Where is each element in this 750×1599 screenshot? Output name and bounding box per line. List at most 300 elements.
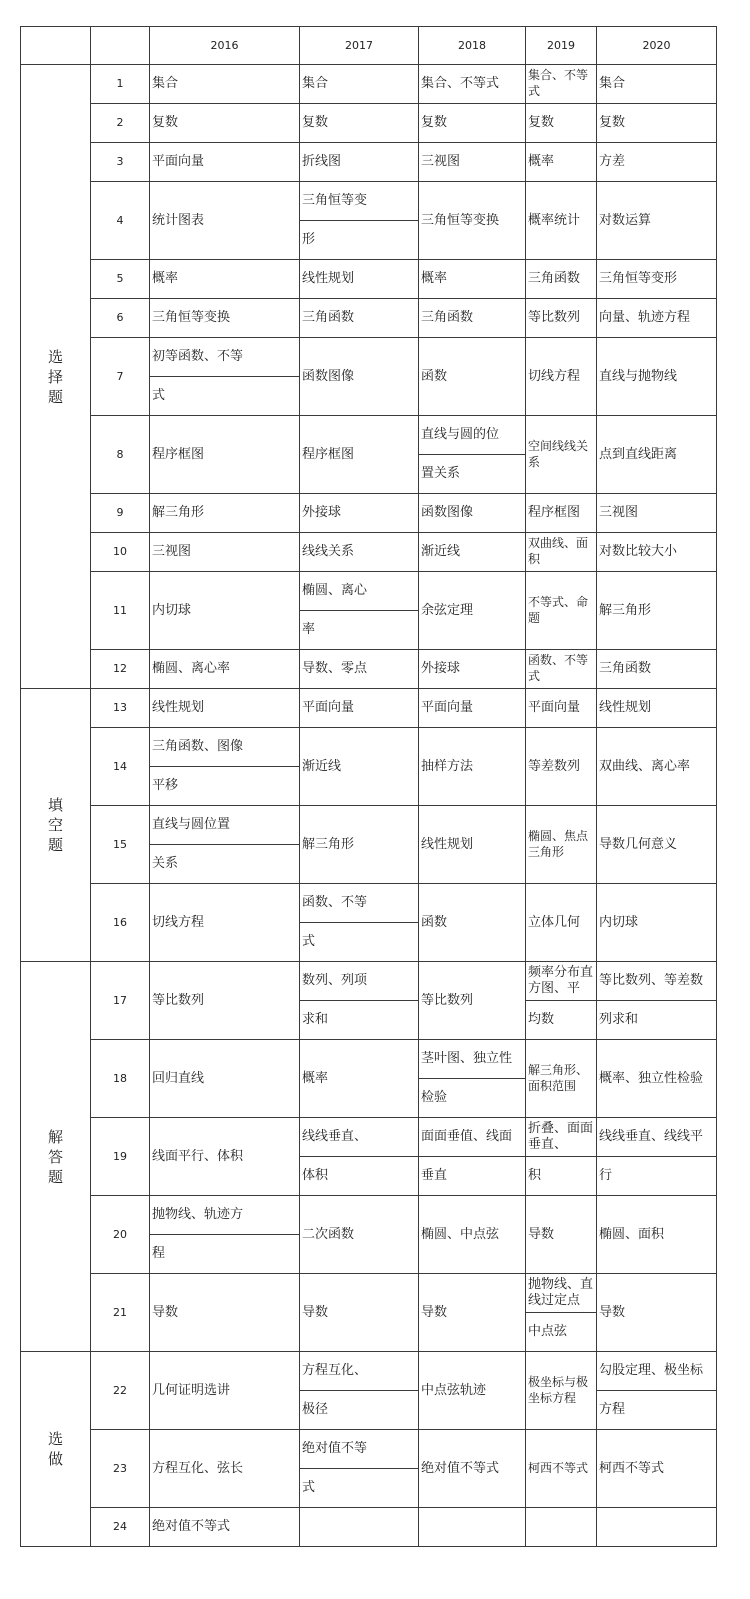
question-number: 6 — [91, 299, 150, 338]
topic-cell-2017 — [300, 1196, 419, 1274]
topic-text: 对数比较大小 — [599, 544, 678, 559]
question-number: 14 — [91, 728, 150, 806]
topic-text-line-2: 式 — [300, 1468, 418, 1507]
topic-text: 回归直线 — [152, 1070, 205, 1086]
topic-text: 极坐标与极坐标方程 — [528, 1374, 589, 1405]
table-row — [21, 338, 717, 416]
topic-cell-2017 — [300, 143, 419, 182]
table-row — [21, 572, 717, 650]
topic-text: 导数 — [302, 1304, 329, 1320]
topic-cell-2018 — [419, 104, 526, 143]
topic-cell-2018 — [419, 1196, 526, 1274]
topic-cell-2016 — [150, 1118, 300, 1196]
topic-text: 等比数列 — [421, 992, 474, 1008]
corner-cell — [21, 27, 91, 65]
topic-text: 解三角形 — [152, 505, 205, 520]
topic-cell-2020 — [597, 650, 717, 689]
table-row — [21, 1040, 717, 1118]
topic-cell-2016 — [150, 260, 300, 299]
topic-cell-2016 — [150, 416, 300, 494]
topic-cell-2017 — [300, 689, 419, 728]
topic-text: 点到直线距离 — [599, 446, 678, 462]
topic-text-line-2: 程 — [150, 1234, 299, 1273]
topic-cell-2017 — [300, 104, 419, 143]
topic-text: 余弦定理 — [421, 602, 474, 618]
topic-cell-2020 — [597, 299, 717, 338]
topic-cell-2016 — [150, 104, 300, 143]
topic-cell-2020 — [597, 1352, 717, 1430]
topic-text: 概率统计 — [528, 212, 581, 228]
topic-text: 方程互化、弦长 — [152, 1460, 244, 1476]
topic-cell-2020 — [597, 1040, 717, 1118]
table-row — [21, 884, 717, 962]
topic-text: 几何证明选讲 — [152, 1382, 231, 1398]
topic-cell-2020 — [597, 65, 717, 104]
section-label-text: 选择题 — [47, 347, 63, 406]
question-number: 2 — [91, 104, 150, 143]
question-number: 16 — [91, 884, 150, 962]
year-header-2020: 2020 — [597, 27, 717, 65]
topic-text: 复数 — [302, 115, 329, 130]
topic-cell-2019 — [526, 572, 597, 650]
topic-text: 线性规划 — [421, 836, 474, 852]
topic-cell-2019 — [526, 65, 597, 104]
topic-cell-2018 — [419, 1274, 526, 1352]
topic-text-line-2: 中点弦 — [526, 1312, 596, 1351]
question-number: 17 — [91, 962, 150, 1040]
topic-text: 三视图 — [152, 544, 192, 559]
topic-cell-2019 — [526, 533, 597, 572]
topic-text: 切线方程 — [152, 914, 205, 930]
topic-cell-2020 — [597, 728, 717, 806]
topic-text-line-2: 率 — [300, 610, 418, 649]
topic-text-line-1: 勾股定理、极坐标 — [599, 1363, 704, 1378]
topic-cell-2016 — [150, 1352, 300, 1430]
topic-cell-2019 — [526, 416, 597, 494]
topic-text-line-1: 茎叶图、独立性 — [421, 1051, 513, 1066]
table-row — [21, 1352, 717, 1430]
header-row — [21, 27, 717, 65]
topic-text: 椭圆、焦点三角形 — [528, 828, 589, 859]
year-header-2017: 2017 — [300, 27, 419, 65]
question-number: 12 — [91, 650, 150, 689]
number-header-cell — [91, 27, 150, 65]
topic-cell-2016 — [150, 1196, 300, 1274]
topic-text: 三角函数 — [302, 310, 355, 325]
topic-text: 平面向量 — [302, 700, 355, 715]
topic-cell-2017 — [300, 650, 419, 689]
topic-text: 概率 — [421, 271, 448, 286]
table-row — [21, 1118, 717, 1196]
topic-text: 柯西不等式 — [528, 1460, 589, 1475]
topic-text: 三角函数 — [528, 271, 581, 286]
topic-cell-2018 — [419, 299, 526, 338]
topic-text: 概率 — [528, 154, 555, 169]
topic-text-line-1: 等比数列、等差数 — [599, 973, 704, 988]
table-body — [21, 27, 717, 1547]
topic-cell-2020 — [597, 182, 717, 260]
topic-text-line-1: 频率分布直方图、平 — [528, 965, 594, 996]
topic-text: 线性规划 — [302, 271, 355, 286]
topic-text: 等差数列 — [528, 758, 581, 774]
topic-cell-2020 — [597, 1196, 717, 1274]
topic-cell-2020 — [597, 143, 717, 182]
topic-text-line-2: 式 — [300, 922, 418, 961]
topic-text: 直线与抛物线 — [599, 368, 678, 384]
topic-text: 程序框图 — [152, 446, 205, 462]
topic-cell-2019 — [526, 806, 597, 884]
topic-cell-2018 — [419, 572, 526, 650]
topic-text: 绝对值不等式 — [421, 1460, 500, 1476]
topic-text: 双曲线、离心率 — [599, 758, 691, 774]
topic-text-line-1: 绝对值不等 — [302, 1441, 368, 1456]
question-number: 3 — [91, 143, 150, 182]
topic-text: 集合 — [152, 76, 179, 91]
topic-cell-2020 — [597, 572, 717, 650]
topic-cell-2017 — [300, 182, 419, 260]
topic-cell-2019 — [526, 1196, 597, 1274]
table-row — [21, 494, 717, 533]
topic-text: 导数、零点 — [302, 661, 368, 676]
topic-text: 椭圆、面积 — [599, 1226, 665, 1242]
topic-text: 三视图 — [421, 154, 461, 169]
topic-cell-2018 — [419, 338, 526, 416]
table-row — [21, 1196, 717, 1274]
topic-cell-2020 — [597, 494, 717, 533]
topic-cell-2020 — [597, 416, 717, 494]
topic-cell-2019 — [526, 299, 597, 338]
topic-cell-2016 — [150, 1508, 300, 1547]
topic-cell-2017 — [300, 494, 419, 533]
topic-cell-2017 — [300, 299, 419, 338]
question-number: 22 — [91, 1352, 150, 1430]
topic-text: 三角函数 — [421, 310, 474, 325]
topic-cell-2018 — [419, 806, 526, 884]
topic-text: 二次函数 — [302, 1226, 355, 1242]
topic-text: 概率、独立性检验 — [599, 1070, 704, 1086]
topic-cell-2019 — [526, 143, 597, 182]
topic-cell-2019 — [526, 1118, 597, 1196]
topic-text: 内切球 — [599, 914, 639, 930]
topic-text: 平面向量 — [421, 700, 474, 715]
topic-cell-2018 — [419, 1118, 526, 1196]
topic-text: 空间线线关系 — [528, 438, 589, 469]
section-label-text: 填空题 — [47, 796, 63, 854]
topic-text-line-2: 式 — [150, 376, 299, 415]
topic-cell-2016 — [150, 533, 300, 572]
topic-text: 集合 — [302, 76, 329, 91]
topic-cell-2018 — [419, 1508, 526, 1547]
topic-text-line-2: 检验 — [419, 1078, 525, 1117]
topic-text: 抽样方法 — [421, 758, 474, 774]
year-header-2016: 2016 — [150, 27, 300, 65]
topic-text-line-1: 方程互化、 — [302, 1363, 368, 1378]
topic-text-line-2: 积 — [526, 1156, 596, 1195]
section-label — [21, 1352, 91, 1547]
topic-cell-2020 — [597, 689, 717, 728]
topic-text: 外接球 — [302, 505, 342, 520]
question-number: 8 — [91, 416, 150, 494]
topic-text: 外接球 — [421, 661, 461, 676]
topic-cell-2018 — [419, 689, 526, 728]
table-row — [21, 416, 717, 494]
table-row — [21, 1430, 717, 1508]
topic-cell-2017 — [300, 65, 419, 104]
topic-text-line-1: 抛物线、轨迹方 — [152, 1207, 244, 1222]
topic-cell-2020 — [597, 533, 717, 572]
topic-text-line-1: 三角函数、图像 — [152, 739, 244, 754]
topic-text: 向量、轨迹方程 — [599, 310, 691, 325]
topic-cell-2019 — [526, 494, 597, 533]
topic-text: 线线关系 — [302, 544, 355, 559]
question-number: 5 — [91, 260, 150, 299]
question-number: 23 — [91, 1430, 150, 1508]
table-row — [21, 533, 717, 572]
topic-text: 统计图表 — [152, 212, 205, 228]
topic-cell-2017 — [300, 1274, 419, 1352]
topic-text: 程序框图 — [528, 505, 581, 520]
topic-text: 函数 — [421, 914, 448, 930]
topic-cell-2019 — [526, 260, 597, 299]
question-number: 11 — [91, 572, 150, 650]
topic-text: 平面向量 — [528, 700, 581, 715]
topic-cell-2016 — [150, 299, 300, 338]
topic-text: 内切球 — [152, 602, 192, 618]
topic-cell-2018 — [419, 1430, 526, 1508]
topic-text-line-2: 列求和 — [597, 1000, 716, 1039]
topic-text-line-1: 数列、列项 — [302, 973, 368, 988]
topic-text: 三角恒等变换 — [152, 310, 231, 325]
topic-text-line-1: 初等函数、不等 — [152, 349, 244, 364]
topic-cell-2018 — [419, 962, 526, 1040]
topic-text: 解三角形 — [599, 602, 652, 618]
topic-cell-2018 — [419, 494, 526, 533]
topic-cell-2016 — [150, 650, 300, 689]
section-label-text: 选做 — [47, 1430, 63, 1468]
topic-cell-2016 — [150, 728, 300, 806]
topic-cell-2018 — [419, 533, 526, 572]
topic-text: 导数 — [599, 1304, 626, 1320]
exam-topic-table — [20, 26, 717, 1547]
topic-text-line-2: 关系 — [150, 844, 299, 883]
table-row — [21, 650, 717, 689]
topic-cell-2020 — [597, 338, 717, 416]
topic-cell-2020 — [597, 1430, 717, 1508]
topic-text: 渐近线 — [302, 758, 342, 774]
topic-text: 函数 — [421, 368, 448, 384]
question-number: 20 — [91, 1196, 150, 1274]
table-row — [21, 143, 717, 182]
table-row — [21, 299, 717, 338]
table-row — [21, 1274, 717, 1352]
topic-cell-2017 — [300, 962, 419, 1040]
topic-cell-2016 — [150, 689, 300, 728]
topic-text-line-1: 线线垂直、线线平 — [599, 1129, 704, 1144]
topic-cell-2019 — [526, 104, 597, 143]
topic-cell-2020 — [597, 260, 717, 299]
topic-cell-2016 — [150, 806, 300, 884]
topic-text: 复数 — [421, 115, 448, 130]
topic-cell-2017 — [300, 1352, 419, 1430]
topic-cell-2019 — [526, 1508, 597, 1547]
question-number: 19 — [91, 1118, 150, 1196]
topic-cell-2019 — [526, 338, 597, 416]
topic-text: 三角函数 — [599, 661, 652, 676]
topic-text: 集合、不等式 — [421, 76, 500, 91]
question-number: 9 — [91, 494, 150, 533]
topic-cell-2017 — [300, 416, 419, 494]
section-label — [21, 65, 91, 689]
question-number: 18 — [91, 1040, 150, 1118]
topic-text-line-2: 方程 — [597, 1390, 716, 1429]
topic-cell-2017 — [300, 338, 419, 416]
year-header-2019: 2019 — [526, 27, 597, 65]
topic-cell-2018 — [419, 416, 526, 494]
topic-cell-2018 — [419, 1040, 526, 1118]
topic-text-line-1: 函数、不等 — [302, 895, 368, 910]
topic-text-line-2: 体积 — [300, 1156, 418, 1195]
topic-text: 导数几何意义 — [599, 836, 678, 852]
topic-text: 导数 — [152, 1304, 179, 1320]
table-row — [21, 65, 717, 104]
topic-text: 绝对值不等式 — [152, 1519, 231, 1534]
topic-cell-2017 — [300, 572, 419, 650]
topic-text: 柯西不等式 — [599, 1460, 665, 1476]
topic-text: 解三角形、面积范围 — [528, 1062, 589, 1093]
topic-text: 解三角形 — [302, 836, 355, 852]
table-row — [21, 728, 717, 806]
topic-text: 平面向量 — [152, 154, 205, 169]
section-label-text: 解答题 — [47, 1127, 63, 1186]
topic-cell-2020 — [597, 884, 717, 962]
question-number: 4 — [91, 182, 150, 260]
topic-text-line-1: 椭圆、离心 — [302, 583, 368, 598]
question-number: 7 — [91, 338, 150, 416]
topic-cell-2019 — [526, 728, 597, 806]
topic-cell-2018 — [419, 65, 526, 104]
section-label — [21, 689, 91, 962]
topic-text: 复数 — [152, 115, 179, 130]
topic-cell-2018 — [419, 1352, 526, 1430]
topic-cell-2018 — [419, 884, 526, 962]
topic-cell-2019 — [526, 1040, 597, 1118]
topic-text: 三角恒等变换 — [421, 212, 500, 228]
table-row — [21, 182, 717, 260]
table-row — [21, 689, 717, 728]
topic-text-line-1: 抛物线、直线过定点 — [528, 1277, 594, 1308]
topic-text: 折线图 — [302, 154, 342, 169]
topic-cell-2016 — [150, 65, 300, 104]
question-number: 21 — [91, 1274, 150, 1352]
topic-text: 导数 — [528, 1226, 555, 1242]
topic-text: 中点弦轨迹 — [421, 1382, 487, 1398]
topic-text: 概率 — [302, 1070, 329, 1086]
topic-text: 立体几何 — [528, 914, 581, 930]
table-row — [21, 104, 717, 143]
topic-text: 三角恒等变形 — [599, 271, 678, 286]
question-number: 10 — [91, 533, 150, 572]
topic-text: 方差 — [599, 154, 626, 169]
topic-text-line-2: 垂直 — [419, 1156, 525, 1195]
topic-text: 等比数列 — [528, 310, 581, 325]
topic-cell-2019 — [526, 650, 597, 689]
topic-text: 线性规划 — [599, 700, 652, 715]
topic-text: 函数图像 — [421, 505, 474, 520]
topic-cell-2019 — [526, 962, 597, 1040]
table-row — [21, 962, 717, 1040]
topic-text: 线面平行、体积 — [152, 1148, 244, 1164]
topic-cell-2019 — [526, 1430, 597, 1508]
topic-cell-2017 — [300, 728, 419, 806]
topic-cell-2018 — [419, 260, 526, 299]
topic-cell-2016 — [150, 572, 300, 650]
question-number: 1 — [91, 65, 150, 104]
topic-cell-2016 — [150, 884, 300, 962]
topic-text: 集合、不等式 — [528, 68, 589, 98]
topic-text: 对数运算 — [599, 212, 652, 228]
topic-text-line-1: 线线垂直、 — [302, 1129, 368, 1144]
topic-text-line-2: 置关系 — [419, 454, 525, 493]
topic-cell-2016 — [150, 962, 300, 1040]
topic-text: 集合 — [599, 76, 626, 91]
topic-text: 切线方程 — [528, 368, 581, 384]
table-row — [21, 806, 717, 884]
topic-text: 三视图 — [599, 505, 639, 520]
topic-cell-2017 — [300, 1118, 419, 1196]
topic-cell-2020 — [597, 806, 717, 884]
topic-cell-2020 — [597, 1118, 717, 1196]
topic-text-line-1: 折叠、面面垂直、 — [528, 1121, 594, 1152]
topic-cell-2018 — [419, 143, 526, 182]
question-number: 15 — [91, 806, 150, 884]
topic-text: 椭圆、中点弦 — [421, 1226, 500, 1242]
topic-text-line-2: 极径 — [300, 1390, 418, 1429]
topic-text-line-2: 形 — [300, 220, 418, 259]
topic-text: 函数、不等式 — [528, 653, 589, 683]
topic-cell-2017 — [300, 1040, 419, 1118]
topic-cell-2019 — [526, 1274, 597, 1352]
topic-text: 概率 — [152, 271, 179, 286]
section-label — [21, 962, 91, 1352]
topic-text: 复数 — [528, 115, 555, 130]
topic-cell-2017 — [300, 533, 419, 572]
topic-cell-2016 — [150, 1430, 300, 1508]
topic-text-line-1: 三角恒等变 — [302, 193, 368, 208]
topic-text: 双曲线、面积 — [528, 536, 589, 566]
topic-text: 等比数列 — [152, 992, 205, 1008]
topic-cell-2017 — [300, 1430, 419, 1508]
topic-text-line-2: 行 — [597, 1156, 716, 1195]
topic-text: 程序框图 — [302, 446, 355, 462]
topic-cell-2016 — [150, 338, 300, 416]
topic-cell-2016 — [150, 494, 300, 533]
topic-cell-2016 — [150, 1040, 300, 1118]
topic-text: 复数 — [599, 115, 626, 130]
topic-cell-2018 — [419, 650, 526, 689]
topic-cell-2018 — [419, 728, 526, 806]
topic-text: 函数图像 — [302, 368, 355, 384]
topic-cell-2016 — [150, 182, 300, 260]
topic-cell-2016 — [150, 1274, 300, 1352]
topic-cell-2018 — [419, 182, 526, 260]
topic-text-line-1: 直线与圆的位 — [421, 427, 500, 442]
table-row — [21, 260, 717, 299]
year-header-2018: 2018 — [419, 27, 526, 65]
topic-cell-2016 — [150, 143, 300, 182]
topic-cell-2020 — [597, 1508, 717, 1547]
topic-cell-2020 — [597, 962, 717, 1040]
topic-text: 不等式、命题 — [528, 594, 589, 625]
